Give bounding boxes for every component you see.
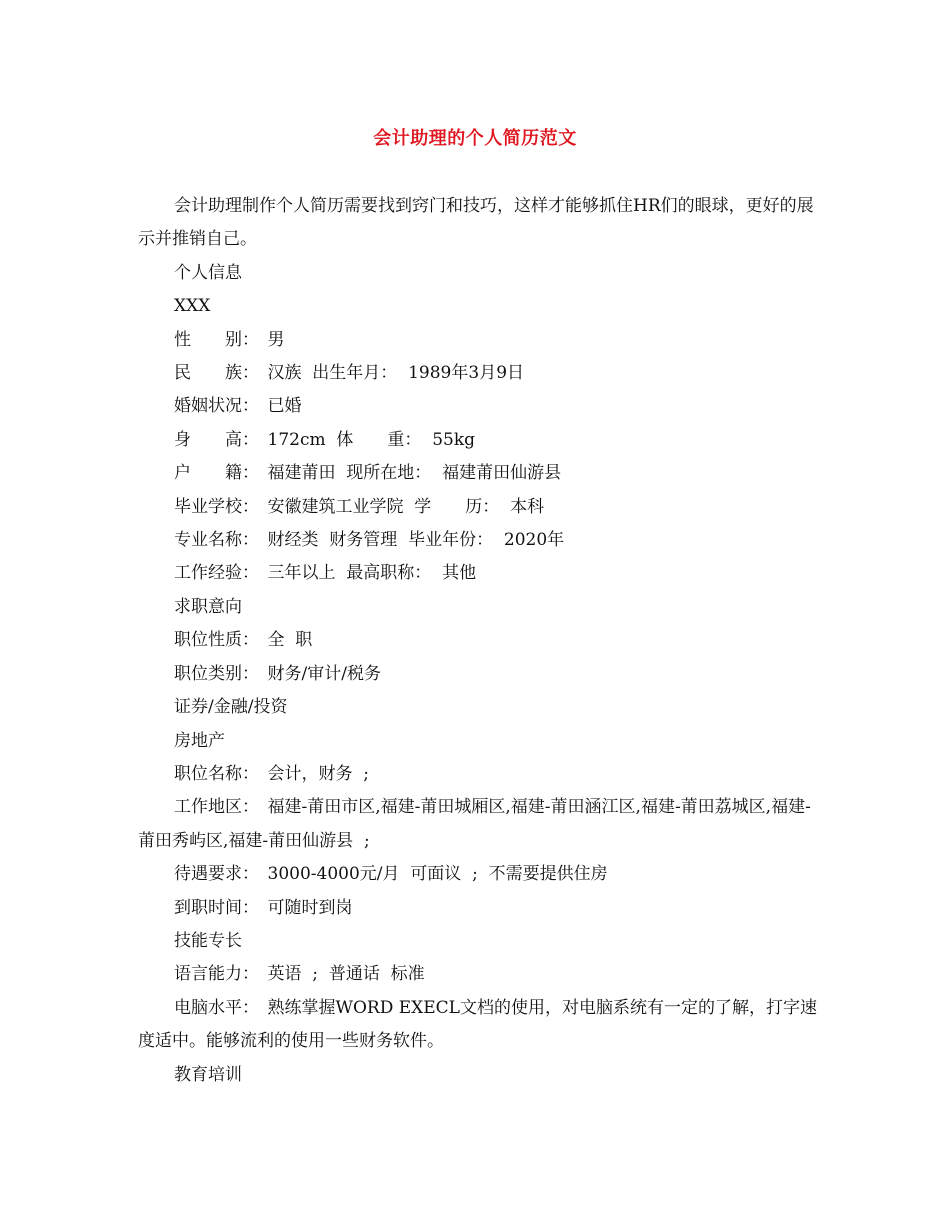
text-line-real-estate: 房地产 [174,730,225,751]
text-line-gender: 性 别： 男 [174,329,285,350]
text-line-ethnicity-birth: 民 族： 汉族 出生年月： 1989年3月9日 [174,363,525,384]
text-line-language: 语言能力： 英语 ; 普通话 标准 [174,964,425,985]
text-line-job-category: 职位类别： 财务/审计/税务 [174,663,381,684]
text-line-school: 毕业学校： 安徽建筑工业学院 学 历： 本科 [174,496,545,517]
computer-skill-paragraph: 电脑水平： 熟练掌握WORD EXECL文档的使用，对电脑系统有一定的了解，打字速度适中。能够流利的使用一些财务软件。 [138,997,817,1052]
page-title: 会计助理的个人简历范文 [373,128,577,149]
text-line-marital: 婚姻状况： 已婚 [174,396,302,417]
intro-paragraph: 会计助理制作个人简历需要找到窍门和技巧，这样才能够抓住HR们的眼球，更好的展示并推销自己。 [138,196,814,250]
text-line-personal-info: 个人信息 [174,262,242,283]
text-line-major: 专业名称： 财经类 财务管理 毕业年份： 2020年 [174,530,565,551]
work-area-paragraph: 工作地区： 福建-莆田市区,福建-莆田城厢区,福建-莆田涵江区,福建-莆田荔城区,福建-莆田秀屿区,福建-莆田仙游县 ; [138,797,811,851]
text-line-securities: 证券/金融/投资 [174,697,288,718]
text-line-height-weight: 身 高： 172cm 体 重： 55kg [174,429,476,450]
document-body [138,190,818,1092]
text-line-job-nature: 职位性质： 全 职 [174,630,313,651]
text-line-job-title: 职位名称： 会计，财务 ; [174,763,370,784]
text-line-start-time: 到职时间： 可随时到岗 [174,897,353,918]
text-line-name: XXX [174,296,211,317]
text-line-skills: 技能专长 [174,930,242,951]
text-line-salary: 待遇要求： 3000-4000元/月 可面议 ; 不需要提供住房 [174,864,608,885]
text-line-education: 教育培训 [174,1064,242,1085]
text-line-experience: 工作经验： 三年以上 最高职称： 其他 [174,563,477,584]
text-line-job-intention: 求职意向 [174,596,242,617]
text-line-hometown: 户 籍： 福建莆田 现所在地： 福建莆田仙游县 [174,463,562,484]
